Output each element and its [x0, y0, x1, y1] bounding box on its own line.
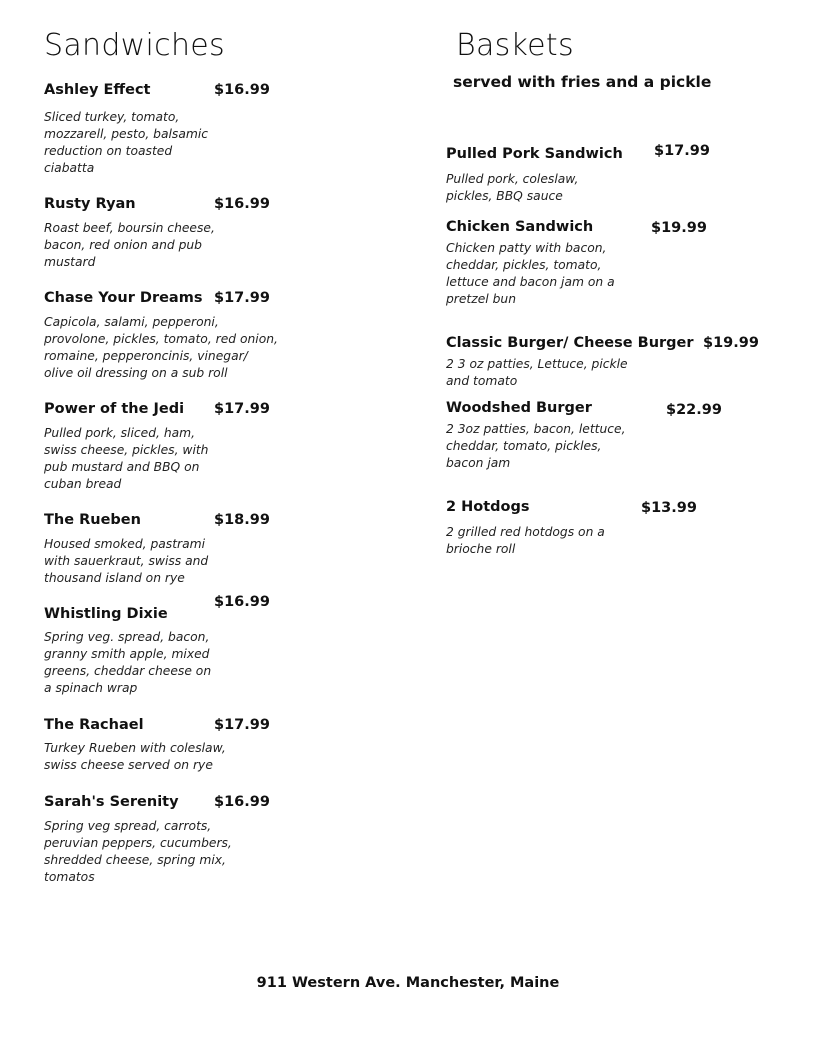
description-line: mustard	[44, 255, 96, 269]
description-line: cheddar, tomato, pickles,	[446, 439, 602, 453]
description-line: Chicken patty with bacon,	[446, 241, 607, 255]
menu-item-description	[446, 240, 615, 308]
menu-item-name: The Rueben	[44, 512, 141, 528]
menu-item-description	[44, 818, 232, 886]
menu-item-price: $17.99	[214, 290, 270, 306]
menu-item-description	[44, 314, 278, 382]
menu-item-price: $17.99	[214, 401, 270, 417]
description-line: cuban bread	[44, 477, 122, 491]
menu-item	[446, 400, 776, 470]
menu-item-description	[446, 171, 578, 205]
description-line: swiss cheese, pickles, with	[44, 443, 209, 457]
menu-item	[44, 512, 374, 585]
menu-item-price: $16.99	[214, 196, 270, 212]
menu-item-description	[44, 740, 226, 774]
menu-item	[44, 594, 374, 695]
menu-item-price: $18.99	[214, 512, 270, 528]
description-line: swiss cheese served on rye	[44, 758, 213, 772]
menu-item	[44, 196, 374, 269]
description-line: shredded cheese, spring mix,	[44, 853, 226, 867]
description-line: tomatos	[44, 870, 95, 884]
menu-item-name: Chase Your Dreams	[44, 290, 203, 306]
menu-item	[446, 219, 776, 306]
menu-item-name: Chicken Sandwich	[446, 219, 594, 235]
description-line: 2 grilled red hotdogs on a	[446, 525, 605, 539]
description-line: Pulled pork, sliced, ham,	[44, 426, 196, 440]
menu-item-description	[44, 629, 211, 697]
menu-item	[44, 82, 374, 175]
menu-item-name: Ashley Effect	[44, 82, 151, 98]
description-line: Roast beef, boursin cheese,	[44, 221, 215, 235]
menu-item-price: $16.99	[214, 82, 270, 98]
menu-item-price: $16.99	[214, 794, 270, 810]
description-line: romaine, pepperoncinis, vinegar/	[44, 349, 248, 363]
baskets-heading: Baskets	[456, 28, 574, 63]
menu-item	[44, 290, 374, 380]
menu-item-name: Woodshed Burger	[446, 400, 592, 416]
description-line: granny smith apple, mixed	[44, 647, 210, 661]
menu-item-price: $22.99	[666, 402, 722, 418]
menu-item-price: $17.99	[214, 717, 270, 733]
menu-item-name: Power of the Jedi	[44, 401, 185, 417]
menu-item-description	[44, 425, 208, 493]
description-line: peruvian peppers, cucumbers,	[44, 836, 232, 850]
description-line: pretzel bun	[446, 292, 516, 306]
menu-item-description	[44, 109, 208, 177]
menu-item-name: Pulled Pork Sandwich	[446, 146, 623, 162]
menu-item-description	[446, 524, 605, 558]
description-line: and tomato	[446, 374, 518, 388]
description-line: with sauerkraut, swiss and	[44, 554, 209, 568]
menu-item	[44, 717, 374, 772]
menu-item-name: The Rachael	[44, 717, 144, 733]
description-line: 2 3 oz patties, Lettuce, pickle	[446, 357, 628, 371]
menu-item	[44, 401, 374, 491]
description-line: mozzarell, pesto, balsamic	[44, 127, 209, 141]
description-line: Sliced turkey, tomato,	[44, 110, 180, 124]
description-line: bacon jam	[446, 456, 511, 470]
description-line: greens, cheddar cheese on	[44, 664, 212, 678]
menu-item-name: 2 Hotdogs	[446, 499, 530, 515]
menu-item	[446, 499, 776, 556]
menu-item	[446, 335, 776, 388]
description-line: 2 3oz patties, bacon, lettuce,	[446, 422, 626, 436]
description-line: ciabatta	[44, 161, 95, 175]
menu-item-description	[446, 356, 628, 390]
menu-item-name: Rusty Ryan	[44, 196, 136, 212]
menu-item-price: $16.99	[214, 594, 270, 610]
description-line: provolone, pickles, tomato, red onion,	[44, 332, 278, 346]
menu-item	[446, 143, 776, 203]
description-line: pub mustard and BBQ on	[44, 460, 200, 474]
description-line: Spring veg. spread, bacon,	[44, 630, 210, 644]
menu-item-name: Sarah's Serenity	[44, 794, 179, 810]
description-line: Pulled pork, coleslaw,	[446, 172, 579, 186]
menu-item-price: $19.99	[703, 335, 759, 351]
description-line: olive oil dressing on a sub roll	[44, 366, 228, 380]
menu-item-price: $17.99	[654, 143, 710, 159]
description-line: Capicola, salami, pepperoni,	[44, 315, 219, 329]
description-line: thousand island on rye	[44, 571, 185, 585]
description-line: a spinach wrap	[44, 681, 138, 695]
description-line: lettuce and bacon jam on a	[446, 275, 615, 289]
menu-item-name: Classic Burger/ Cheese Burger	[446, 335, 694, 351]
menu-item-description	[44, 536, 208, 587]
menu-item-name: Whistling Dixie	[44, 606, 168, 622]
sandwiches-heading: Sandwiches	[44, 28, 225, 63]
footer-address: 911 Western Ave. Manchester, Maine	[256, 975, 560, 991]
description-line: cheddar, pickles, tomato,	[446, 258, 602, 272]
description-line: brioche roll	[446, 542, 516, 556]
menu-item-price: $19.99	[651, 220, 707, 236]
description-line: Turkey Rueben with coleslaw,	[44, 741, 226, 755]
menu-item-description	[44, 220, 215, 271]
description-line: pickles, BBQ sauce	[446, 189, 563, 203]
menu-item-price: $13.99	[641, 500, 697, 516]
menu-item	[44, 794, 374, 884]
description-line: reduction on toasted	[44, 144, 173, 158]
description-line: bacon, red onion and pub	[44, 238, 202, 252]
menu-item-description	[446, 421, 626, 472]
description-line: Spring veg spread, carrots,	[44, 819, 212, 833]
baskets-subtitle: served with fries and a pickle	[453, 73, 712, 91]
description-line: Housed smoked, pastrami	[44, 537, 206, 551]
